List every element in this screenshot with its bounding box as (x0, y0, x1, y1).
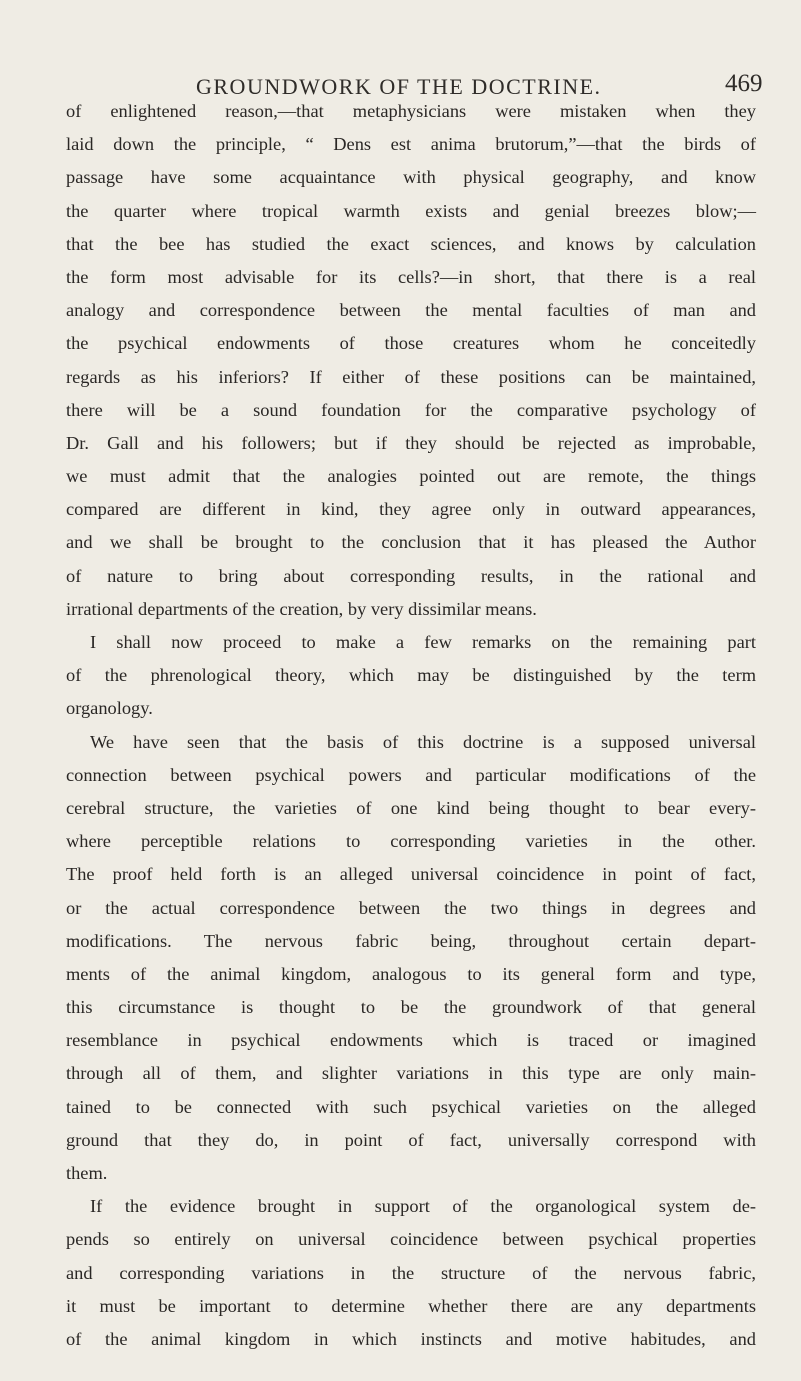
text-line: I shall now proceed to make a few remarks on the remaining part (90, 632, 756, 652)
text-line: of enlightened reason,—that metaphysicians were mistaken when they (66, 101, 756, 121)
text-line: passage have some acquaintance with physical geography, and know (66, 167, 756, 188)
text-line: Dr. Gall and his followers; but if they should be rejected as improbable, (66, 432, 756, 453)
text-line: through all of them, and slighter variations in this type are only main- (66, 1063, 756, 1084)
running-title: GROUNDWORK OF THE DOCTRINE. (196, 74, 602, 99)
text-line: and corresponding variations in the structure of the nervous fabric, (66, 1262, 756, 1283)
text-line: and we shall be brought to the conclusion that it has pleased the Author (66, 532, 756, 553)
text-line: pends so entirely on universal coincidence between psychical properties (66, 1229, 756, 1250)
text-line: the psychical endowments of those creatures whom he conceitedly (66, 333, 756, 354)
text-line: where perceptible relations to corresponding varieties in the other. (66, 831, 756, 852)
page-number: 469 (725, 70, 763, 97)
text-line: tained to be connected with such psychical varieties on the alleged (66, 1096, 756, 1117)
text-line: of the phrenological theory, which may be distinguished by the term (66, 665, 756, 686)
text-line: we must admit that the analogies pointed out are remote, the things (66, 466, 756, 487)
text-line: of nature to bring about corresponding results, in the rational and (66, 565, 756, 586)
text-line: analogy and correspondence between the mental faculties of man and (66, 300, 756, 321)
text-line: If the evidence brought in support of the organological system de- (90, 1196, 756, 1217)
body-text (66, 95, 756, 1356)
text-line: We have seen that the basis of this doctrine is a supposed universal (90, 731, 756, 752)
text-line: the form most advisable for its cells?—in short, that there is a real (66, 266, 756, 287)
text-line: ground that they do, in point of fact, universally correspond with (66, 1129, 756, 1150)
text-line: of the animal kingdom in which instincts and motive habitudes, and (66, 1328, 756, 1349)
text-line: regards as his inferiors? If either of these positions can be maintained, (66, 366, 756, 387)
text-line: The proof held forth is an alleged universal coincidence in point of fact, (66, 864, 756, 885)
text-line: organology. (66, 698, 153, 719)
text-line: it must be important to determine whether there are any departments (66, 1295, 756, 1316)
text-line: laid down the principle, “ Dens est anima brutorum,”—that the birds of (66, 134, 756, 155)
text-line: resemblance in psychical endowments which is traced or imagined (66, 1030, 756, 1051)
text-line: that the bee has studied the exact sciences, and knows by calculation (66, 233, 756, 254)
text-line: compared are different in kind, they agree only in outward appearances, (66, 499, 756, 520)
text-line: the quarter where tropical warmth exists and genial breezes blow;— (66, 200, 756, 221)
text-line: them. (66, 1163, 108, 1183)
text-line: irrational departments of the creation, by very dissimilar means. (66, 598, 537, 619)
text-line: connection between psychical powers and particular modifications of the (66, 764, 756, 785)
text-line: ments of the animal kingdom, analogous to its general form and type, (66, 963, 756, 984)
text-line: modifications. The nervous fabric being, throughout certain depart- (66, 930, 756, 951)
text-line: or the actual correspondence between the two things in degrees and (66, 897, 756, 918)
text-line: cerebral structure, the varieties of one kind being thought to bear every- (66, 797, 756, 818)
text-line: there will be a sound foundation for the comparative psychology of (66, 399, 756, 420)
text-line: this circumstance is thought to be the groundwork of that general (66, 997, 756, 1018)
